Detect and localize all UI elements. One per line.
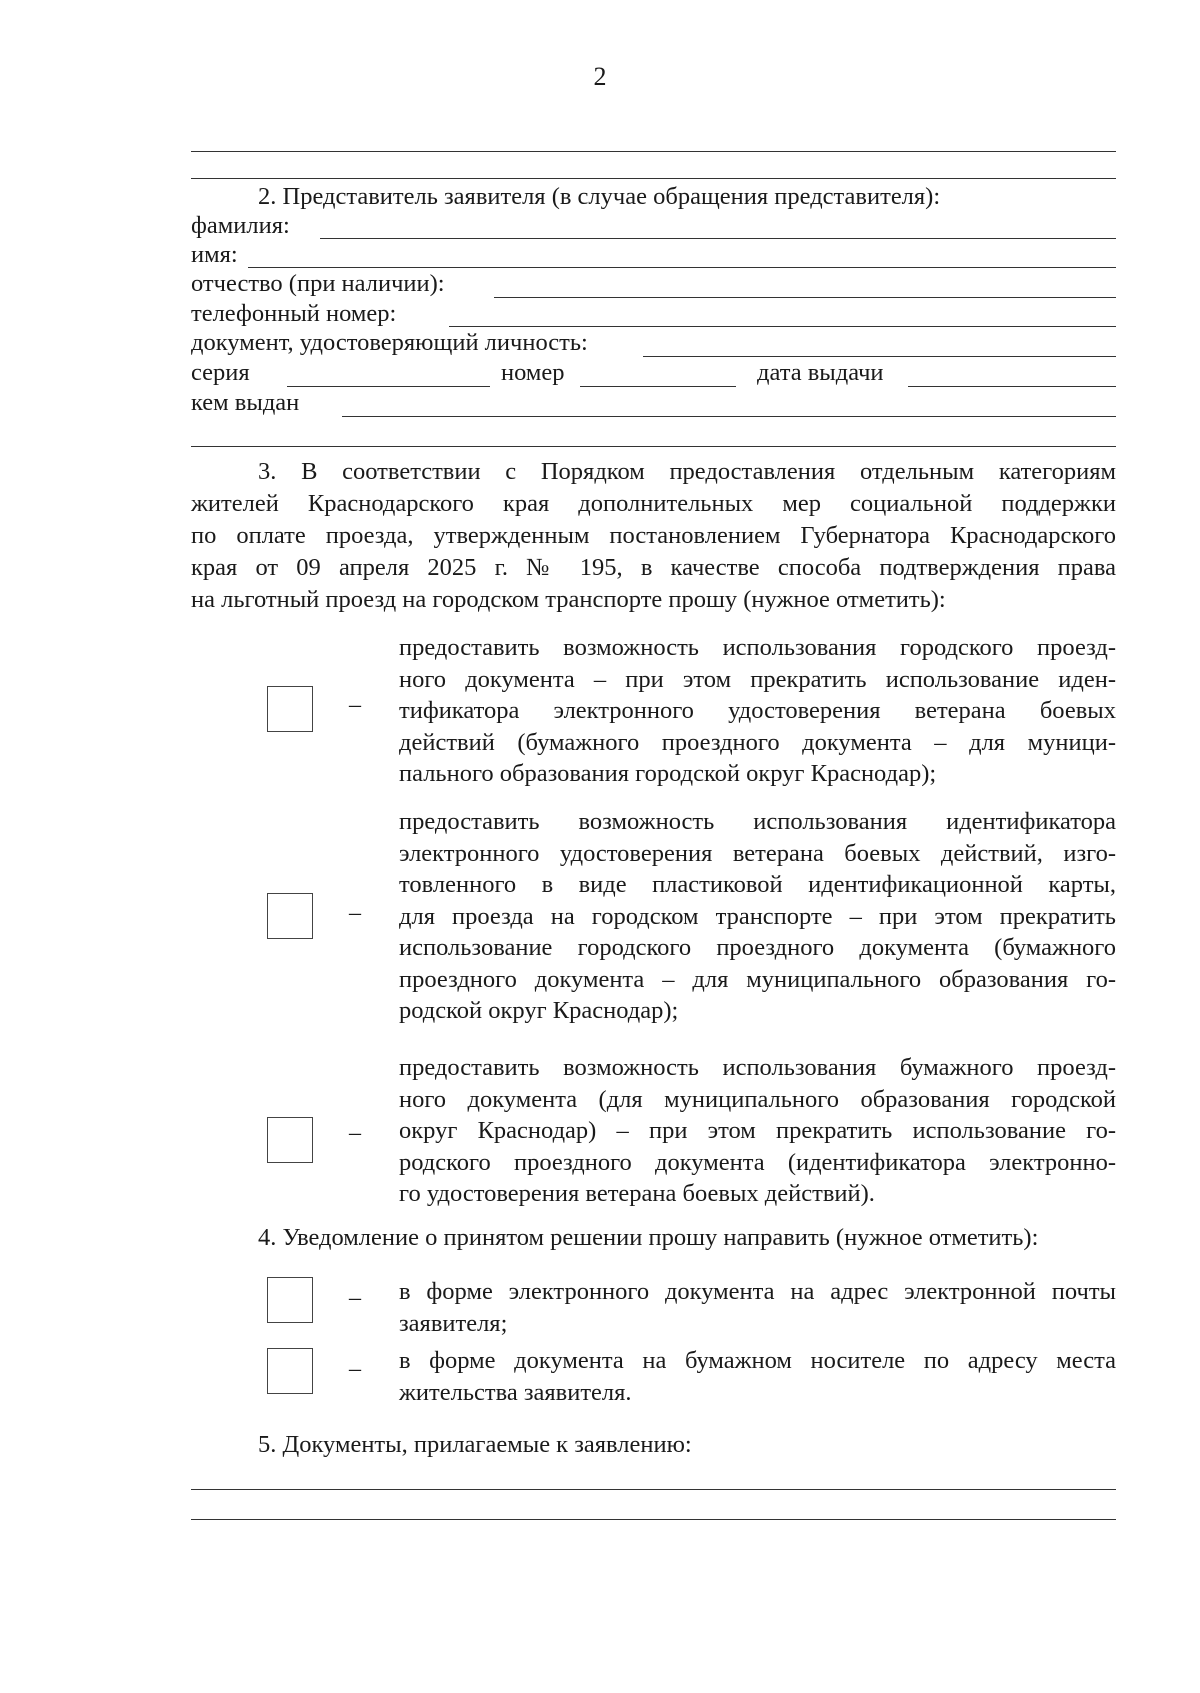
paragraph-line: на льготный проезд на городском транспорте прошу (нужное отметить):: [191, 586, 946, 613]
section2-heading: 2. Представитель заявителя (в случае обращения представителя):: [258, 183, 941, 210]
option-dash: –: [349, 692, 361, 718]
option-line: пального образования городской округ Краснодар);: [399, 760, 937, 787]
blank-line[interactable]: [191, 178, 1116, 179]
notify-email-text: [399, 1276, 1116, 1339]
paragraph-line: края от 09 апреля 2025 г. № 195, в качестве способа подтверждения права: [191, 554, 1116, 581]
patronymic-field[interactable]: [494, 297, 1116, 298]
issued-by-label: кем выдан: [191, 389, 300, 416]
phone-label: телефонный номер:: [191, 300, 397, 327]
documents-line[interactable]: [191, 1489, 1116, 1490]
section4-heading: 4. Уведомление о принятом решении прошу направить (нужное отметить):: [258, 1224, 1039, 1251]
option-checkbox-3[interactable]: [267, 1117, 313, 1163]
notify-paper-text: [399, 1345, 1116, 1408]
surname-field[interactable]: [320, 238, 1116, 239]
option-checkbox-2[interactable]: [267, 893, 313, 939]
option-text-1: [399, 632, 1116, 790]
number-field[interactable]: [580, 386, 736, 387]
option-checkbox-1[interactable]: [267, 686, 313, 732]
option-line: предоставить возможность использования идентификатора: [399, 808, 1116, 835]
option-dash: –: [349, 900, 361, 926]
option-line: округ Краснодар) – при этом прекратить использование го-: [399, 1117, 1116, 1144]
issue-date-field[interactable]: [908, 386, 1116, 387]
option-line: ного документа (для муниципального образования городской: [399, 1085, 1116, 1113]
option-dash: _: [349, 1348, 361, 1374]
paragraph-line: жителей Краснодарского края дополнительных мер социальной поддержки: [191, 490, 1116, 517]
option-line: в форме документа на бумажном носителе по адресу места: [399, 1347, 1116, 1374]
series-field[interactable]: [287, 386, 490, 387]
option-line: в форме электронного документа на адрес электронной почты: [399, 1278, 1116, 1305]
option-line: товленного в виде пластиковой идентификационной карты,: [399, 871, 1116, 898]
documents-line[interactable]: [191, 1519, 1116, 1520]
option-text-3: [399, 1052, 1116, 1210]
series-label: серия: [191, 359, 250, 386]
notify-paper-checkbox[interactable]: [267, 1348, 313, 1394]
option-line: для проезда на городском транспорте – при этом прекратить: [399, 902, 1116, 930]
section3-paragraph: [191, 456, 1116, 616]
option-text-2: [399, 806, 1116, 1027]
option-line: го удостоверения ветерана боевых действий).: [399, 1180, 875, 1207]
option-line: жительства заявителя.: [399, 1378, 632, 1406]
option-line: родской округ Краснодар);: [399, 997, 679, 1024]
option-line: использование городского проездного документа (бумажного: [399, 934, 1116, 961]
option-line: родского проездного документа (идентификатора электронно-: [399, 1148, 1116, 1176]
blank-line[interactable]: [191, 151, 1116, 152]
name-label: имя:: [191, 241, 238, 268]
option-line: действий (бумажного проездного документа – для муници-: [399, 728, 1116, 756]
option-line: проездного документа – для муниципального образования го-: [399, 965, 1116, 993]
page-number: 2: [593, 62, 607, 91]
option-line: предоставить возможность использования бумажного проезд-: [399, 1054, 1116, 1081]
section5-heading: 5. Документы, прилагаемые к заявлению:: [258, 1431, 692, 1458]
option-dash: –: [349, 1120, 361, 1146]
paragraph-line: по оплате проезда, утвержденным постановлением Губернатора Краснодарского: [191, 522, 1116, 549]
patronymic-label: отчество (при наличии):: [191, 270, 445, 297]
notify-email-checkbox[interactable]: [267, 1277, 313, 1323]
id-document-label: документ, удостоверяющий личность:: [191, 329, 588, 356]
option-dash: _: [349, 1277, 361, 1303]
surname-label: фамилия:: [191, 212, 290, 239]
option-line: заявителя;: [399, 1309, 508, 1337]
number-label: номер: [501, 359, 565, 386]
issued-by-field[interactable]: [342, 416, 1116, 417]
option-line: электронного удостоверения ветерана боевых действий, изго-: [399, 839, 1116, 867]
blank-line[interactable]: [191, 446, 1116, 447]
issue-date-label: дата выдачи: [757, 359, 884, 386]
option-line: предоставить возможность использования городского проезд-: [399, 634, 1116, 661]
option-line: ного документа – при этом прекратить использование иден-: [399, 665, 1116, 693]
option-line: тификатора электронного удостоверения ветерана боевых: [399, 697, 1116, 724]
paragraph-line: 3. В соответствии с Порядком предоставления отдельным категориям: [258, 458, 1116, 485]
